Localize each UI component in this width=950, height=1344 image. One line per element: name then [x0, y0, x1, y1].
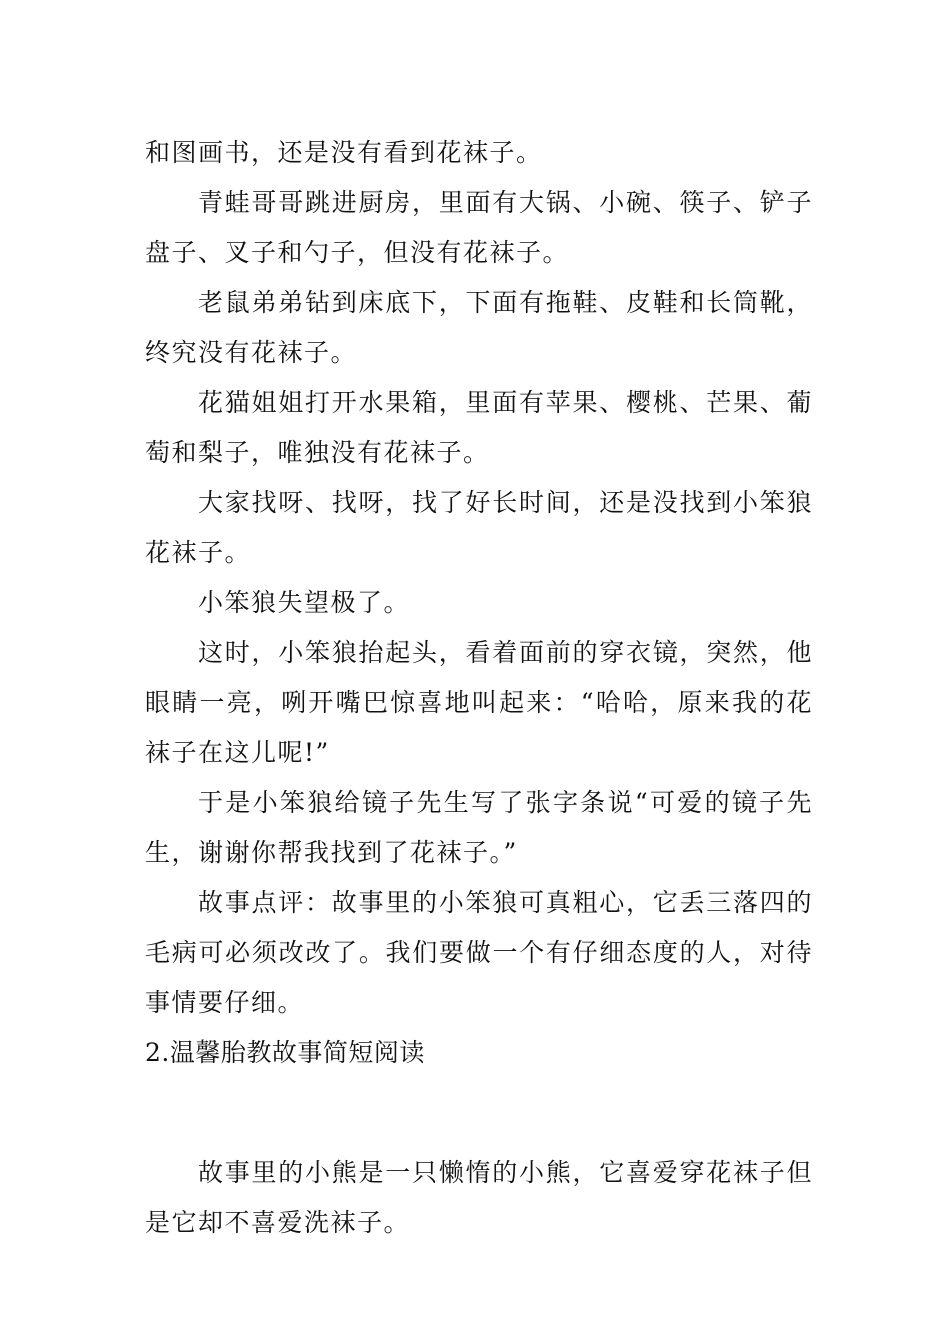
paragraph-cat-fruit: 花猫姐姐打开水果箱，里面有苹果、樱桃、芒果、葡萄和梨子，唯独没有花袜子。 — [145, 388, 813, 467]
paragraph-search-fail: 大家找呀、找呀，找了好长时间，还是没找到小笨狼花袜子。 — [145, 488, 813, 567]
paragraph-bear: 故事里的小熊是一只懒惰的小熊，它喜爱穿花袜子但是它却不喜爱洗袜子。 — [145, 1158, 813, 1237]
paragraph-frog-kitchen: 青蛙哥哥跳进厨房，里面有大锅、小碗、筷子、铲子盘子、叉子和勺子，但没有花袜子。 — [145, 188, 813, 267]
paragraph-continuation: 和图画书，还是没有看到花袜子。 — [145, 138, 543, 167]
paragraph-mirror: 这时，小笨狼抬起头，看着面前的穿衣镜，突然，他眼睛一亮，咧开嘴巴惊喜地叫起来：“哈哈，原来我的花袜子在这儿呢!” — [145, 638, 813, 767]
paragraph-disappointed: 小笨狼失望极了。 — [198, 588, 411, 617]
section-spacer — [145, 1078, 813, 1148]
paragraph-commentary: 故事点评：故事里的小笨狼可真粗心，它丢三落四的毛病可必须改改了。我们要做一个有仔细态度的人，对待事情要仔细。 — [145, 888, 813, 1017]
paragraph-note: 于是小笨狼给镜子先生写了张字条说“可爱的镜子先生，谢谢你帮我找到了花袜子。” — [145, 788, 813, 867]
paragraph-mouse-bed: 老鼠弟弟钻到床底下，下面有拖鞋、皮鞋和长筒靴，终究没有花袜子。 — [145, 288, 813, 367]
document-body — [145, 128, 813, 1248]
section-heading: 2.温馨胎教故事简短阅读 — [145, 1038, 425, 1067]
